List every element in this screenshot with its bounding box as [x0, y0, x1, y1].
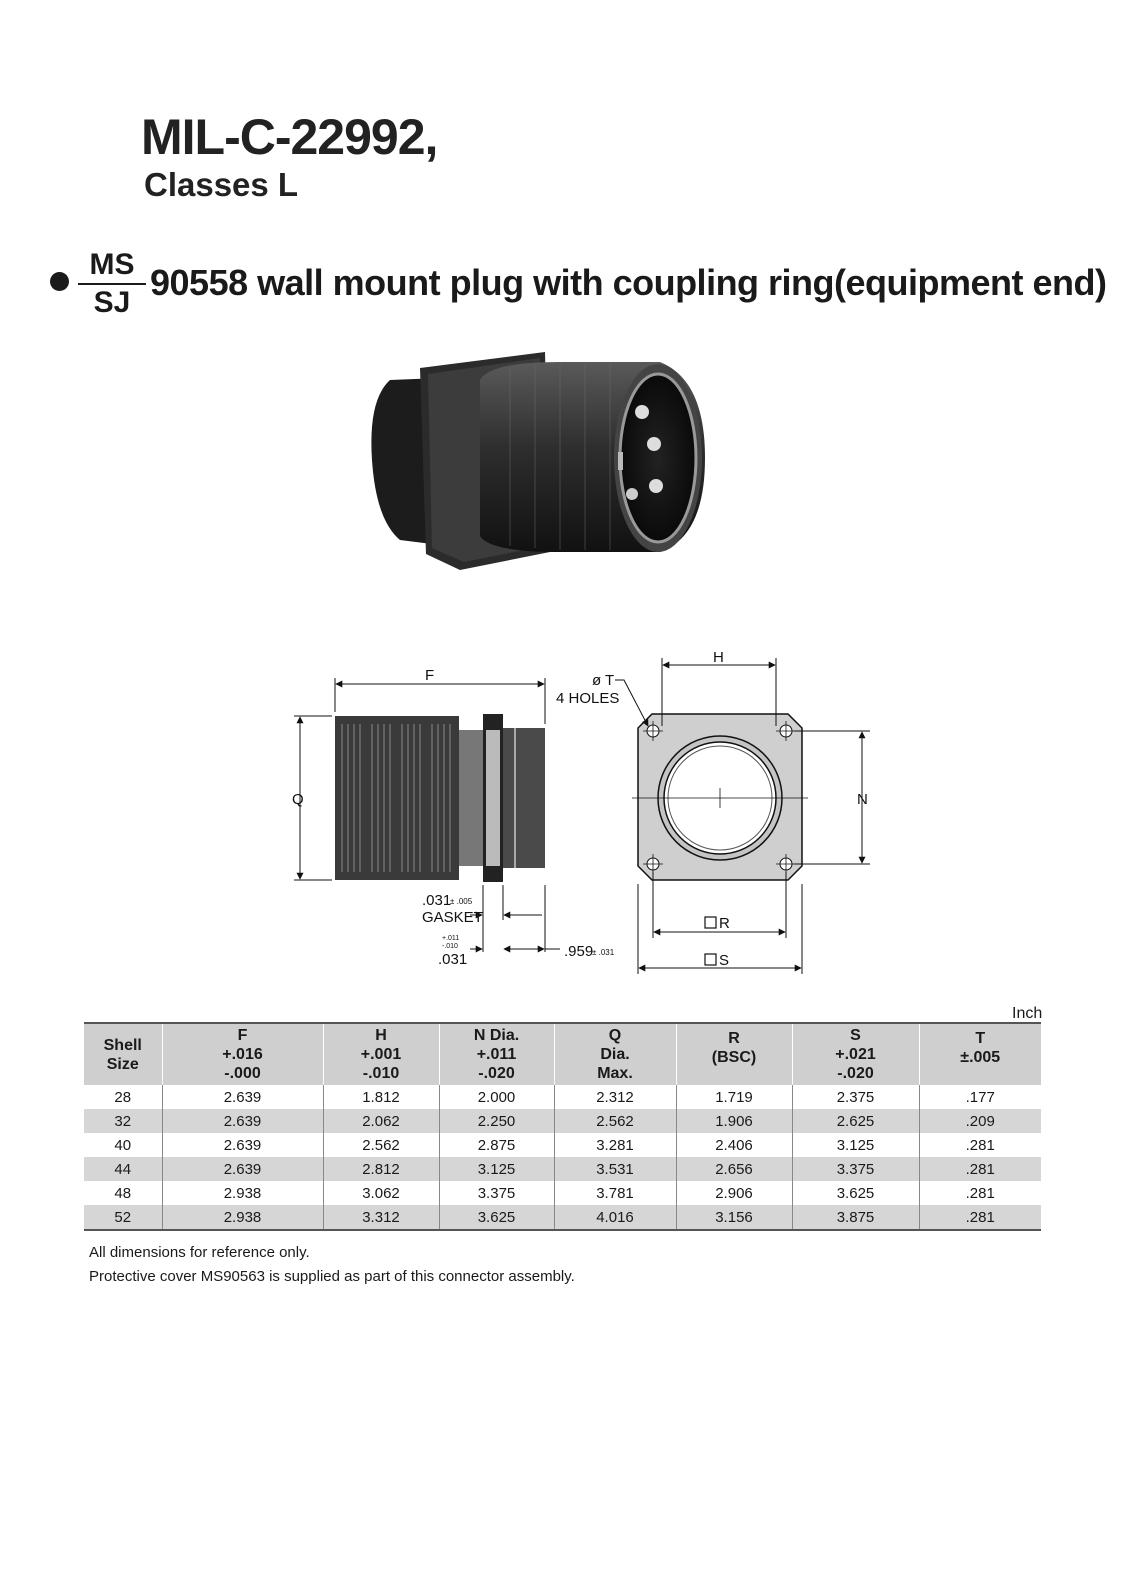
- footnote: Protective cover MS90563 is supplied as part of this connector assembly.: [89, 1268, 575, 1285]
- header-s: [792, 1023, 919, 1085]
- cell-s: 3.125: [792, 1133, 919, 1157]
- header-r: [676, 1023, 792, 1085]
- header-line: -.000: [224, 1065, 261, 1082]
- cell-h: 2.062: [323, 1109, 439, 1133]
- cell-f: 2.639: [162, 1085, 323, 1109]
- dim-label-n: N: [857, 791, 868, 808]
- cell-t: .209: [919, 1109, 1041, 1133]
- table-header-row: [84, 1023, 1041, 1085]
- cell-r: 3.156: [676, 1205, 792, 1230]
- header-line: +.011: [476, 1046, 517, 1063]
- header-line: Shell: [103, 1036, 142, 1054]
- side-view: [335, 714, 545, 882]
- cell-n: 2.875: [439, 1133, 554, 1157]
- table-row: [84, 1157, 1041, 1181]
- dim-gasket-value: .031: [422, 892, 452, 909]
- header-line: +.021: [835, 1046, 876, 1063]
- cell-shell-size: 40: [114, 1136, 132, 1154]
- header-line: Size: [106, 1055, 139, 1073]
- cell-t: .281: [919, 1133, 1041, 1157]
- header-line: ±.005: [960, 1049, 1001, 1066]
- cell-t: .281: [919, 1181, 1041, 1205]
- cell-s: 3.375: [792, 1157, 919, 1181]
- cell-r: 1.719: [676, 1085, 792, 1109]
- cell-shell-size: 44: [84, 1157, 162, 1181]
- cell-h: 2.562: [323, 1133, 439, 1157]
- cell-s: 3.625: [792, 1181, 919, 1205]
- cell-q: 2.312: [554, 1085, 676, 1109]
- table-row: [84, 1085, 1041, 1109]
- product-heading: [48, 248, 1107, 320]
- cell-shell-size: 52: [84, 1205, 162, 1230]
- dim-flange-tol-minus: -.010: [442, 943, 458, 950]
- dim-label-r: R: [719, 915, 730, 932]
- cell-shell-size: 48: [114, 1184, 132, 1202]
- header-h: [323, 1023, 439, 1085]
- cell-n: 2.000: [439, 1085, 554, 1109]
- table-row: [84, 1133, 1041, 1157]
- cell-r: 2.906: [676, 1181, 792, 1205]
- cell-s: 3.875: [792, 1205, 919, 1230]
- cell-q: 3.531: [554, 1157, 676, 1181]
- table-row: [84, 1181, 1041, 1205]
- dim-plug-value: .959: [564, 943, 594, 960]
- header-line: -.010: [362, 1065, 400, 1082]
- dimension-table: [84, 1022, 1041, 1231]
- connector-photo: [360, 340, 720, 580]
- header-t: [919, 1023, 1041, 1085]
- cell-h: 3.312: [323, 1205, 439, 1230]
- cell-f: 2.938: [162, 1205, 323, 1230]
- table-row: [84, 1205, 1041, 1230]
- dimension-drawing: [280, 640, 880, 980]
- cell-t: .177: [919, 1085, 1041, 1109]
- cell-f: 2.639: [162, 1157, 323, 1181]
- header-line: F: [237, 1027, 248, 1044]
- cell-s: 2.375: [792, 1085, 919, 1109]
- dim-label-h: H: [713, 649, 724, 666]
- prefix-numerator: MS: [78, 250, 146, 285]
- header-n: [439, 1023, 554, 1085]
- cell-shell-size: 32: [84, 1109, 162, 1133]
- header-line: S: [850, 1027, 861, 1044]
- cell-r: 2.406: [676, 1133, 792, 1157]
- dim-flange-tol-plus: +.011: [442, 935, 460, 942]
- cell-f: 2.639: [162, 1133, 323, 1157]
- cell-t: .281: [919, 1205, 1041, 1230]
- prefix-denominator: SJ: [93, 286, 131, 319]
- cell-f: 2.938: [162, 1181, 323, 1205]
- cell-s: 2.625: [792, 1109, 919, 1133]
- header-f: [162, 1023, 323, 1085]
- cell-shell-size: 28: [114, 1088, 132, 1106]
- unit-label: Inch: [1012, 1005, 1043, 1022]
- header-line: -.020: [837, 1065, 874, 1082]
- cell-q: 3.781: [554, 1181, 676, 1205]
- header-line: N Dia.: [473, 1027, 520, 1044]
- dim-label-holes: 4 HOLES: [556, 690, 620, 707]
- cell-r: 2.656: [676, 1157, 792, 1181]
- dim-flange-value: .031: [438, 951, 468, 968]
- footnotes: [89, 1241, 575, 1289]
- header-line: -.020: [478, 1065, 515, 1082]
- header-line: Q: [608, 1027, 622, 1044]
- header-line: +.001: [360, 1046, 402, 1063]
- dim-label-q: Q: [292, 791, 304, 808]
- cell-n: 3.625: [439, 1205, 554, 1230]
- cell-q: 3.281: [554, 1133, 676, 1157]
- product-description: 90558 wall mount plug with coupling ring(equipment end): [150, 262, 1107, 303]
- cell-q: 4.016: [554, 1205, 676, 1230]
- front-view: [632, 714, 808, 880]
- dim-label-t: ø T: [592, 672, 615, 689]
- cell-h: 3.062: [323, 1181, 439, 1205]
- dim-label-s: S: [719, 952, 730, 969]
- page-subtitle: Classes L: [144, 166, 299, 203]
- table-row: [84, 1109, 1041, 1133]
- header-line: R: [728, 1030, 740, 1047]
- header-line: (BSC): [711, 1049, 757, 1066]
- header-line: Dia.: [600, 1046, 630, 1063]
- bullet-icon: [50, 272, 69, 291]
- header-line: +.016: [222, 1046, 263, 1063]
- cell-t: .281: [919, 1157, 1041, 1181]
- dim-plug-tol: ± .031: [592, 948, 615, 957]
- cell-n: 3.125: [439, 1157, 554, 1181]
- cell-q: 2.562: [554, 1109, 676, 1133]
- dim-gasket-tol: ± .005: [450, 897, 473, 906]
- dim-label-f: F: [425, 667, 435, 684]
- dim-gasket-label: GASKET: [422, 909, 483, 926]
- header-line: T: [975, 1030, 986, 1047]
- cell-r: 1.906: [676, 1109, 792, 1133]
- header-line: H: [375, 1027, 387, 1044]
- header-shell-size: [84, 1023, 162, 1085]
- header-line: Max.: [597, 1065, 633, 1082]
- cell-n: 2.250: [439, 1109, 554, 1133]
- footnote: All dimensions for reference only.: [89, 1244, 310, 1261]
- cell-h: 2.812: [323, 1157, 439, 1181]
- cell-f: 2.639: [162, 1109, 323, 1133]
- cell-h: 1.812: [323, 1085, 439, 1109]
- header-q: [554, 1023, 676, 1085]
- part-prefix-fraction: [78, 250, 146, 318]
- page-title: MIL-C-22992,: [141, 109, 438, 165]
- cell-n: 3.375: [439, 1181, 554, 1205]
